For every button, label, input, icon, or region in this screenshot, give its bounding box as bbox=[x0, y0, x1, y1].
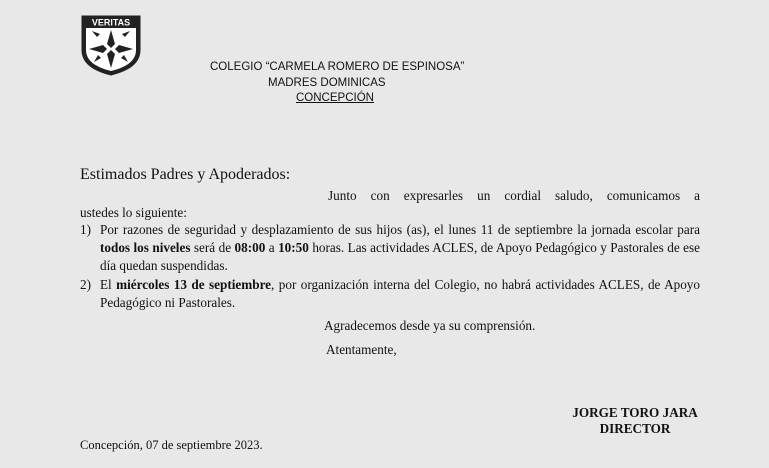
school-name: COLEGIO “CARMELA ROMERO DE ESPINOSA” bbox=[210, 61, 465, 73]
item-text: Por razones de seguridad y desplazamiento de sus hijos (as), el lunes 11 de septiembre la jornada escolar para todos los niveles será de 08:00 a 10:50 horas. Las actividades ACLES, de Apoyo Pedagógico y Pastorales de ese día quedan suspendidas. bbox=[100, 222, 700, 273]
item-number: 1) bbox=[80, 222, 91, 237]
veritas-logo bbox=[80, 14, 142, 76]
signer-title: DIRECTOR bbox=[599, 421, 671, 436]
greeting: Estimados Padres y Apoderados: bbox=[80, 166, 291, 183]
thanks-line: Agradecemos desde ya su comprensión. bbox=[324, 318, 536, 333]
item-text: El miércoles 13 de septiembre, por organización interna del Colegio, no habrá actividades ACLES, de Apoyo Pedagógico ni Pastorales. bbox=[100, 277, 700, 310]
letter-date: Concepción, 07 de septiembre 2023. bbox=[80, 438, 263, 452]
notice-item-1 bbox=[80, 221, 700, 275]
intro-line-2: ustedes lo siguiente: bbox=[80, 205, 187, 220]
school-city: CONCEPCIÓN bbox=[296, 92, 374, 104]
notice-item-2 bbox=[80, 276, 700, 312]
signature-block bbox=[560, 405, 710, 437]
school-order: MADRES DOMINICAS bbox=[268, 77, 386, 89]
item-number: 2) bbox=[80, 277, 91, 292]
intro-line-1: Junto con expresarles un cordial saludo, comunicamos a bbox=[328, 188, 700, 203]
closing: Atentamente, bbox=[326, 342, 397, 357]
logo-text: VERITAS bbox=[91, 17, 131, 28]
signer-name: JORGE TORO JARA bbox=[572, 405, 698, 420]
